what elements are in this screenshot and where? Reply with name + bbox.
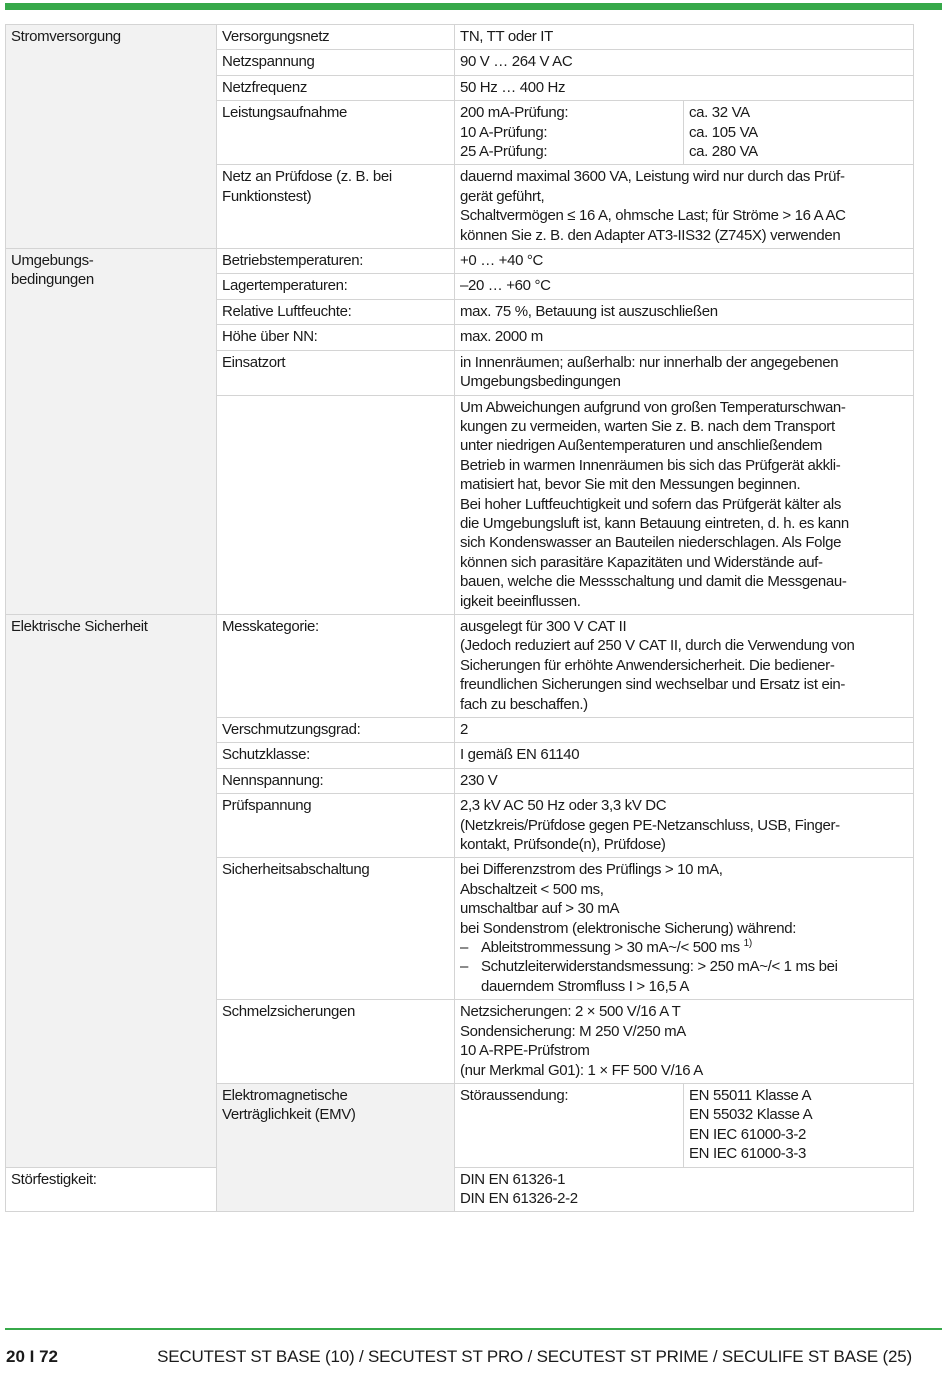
fuses-value: Netzsicherungen: 2 × 500 V/16 A T Sondensicherung: M 250 V/250 mA 10 A-RPE-Prüfstrom (nur Merkmal G01): 1 × FF 500 V/16 A (455, 1000, 914, 1084)
page-number: 20 I 72 (6, 1347, 58, 1366)
footnote-marker: 1) (743, 938, 752, 950)
measurement-category-value: ausgelegt für 300 V CAT II (Jedoch reduziert auf 250 V CAT II, durch die Verwendung von Sicherungen für erhöhte Anwendersicherheit. Die bediener- freundlichen Sicherungen sind wechselbar und Ersatz ist ein- fach zu beschaffen.) (455, 614, 914, 717)
consumption-test: 200 mA-Prüfung: (460, 104, 569, 122)
emission-label: Störaussendung: (455, 1083, 684, 1167)
shutdown-item-text: Ableitstrommessung > 30 mA~/< 500 ms (481, 939, 740, 957)
shutdown-item-text: Schutzleiterwiderstandsmessung: > 250 mA~/< 1 ms bei dauerndem Stromfluss I > 16,5 A (481, 958, 838, 995)
pollution-value: 2 (455, 718, 914, 743)
shutdown-value (455, 858, 914, 1000)
altitude-value: max. 2000 m (455, 325, 914, 350)
consumption-values (684, 101, 914, 165)
pollution-label: Verschmutzungsgrad: (217, 718, 455, 743)
table-row (6, 1167, 914, 1212)
consumption-value: ca. 280 VA (689, 143, 758, 161)
frequency-value: 50 Hz … 400 Hz (455, 75, 914, 100)
socket-label: Netz an Prüfdose (z. B. bei Funktionstest) (217, 165, 455, 249)
spec-table (5, 24, 914, 1212)
location-value: in Innenräumen; außerhalb: nur innerhalb der angegebenen Umgebungsbedingungen (455, 350, 914, 395)
shutdown-text: bei Differenzstrom des Prüflings > 10 mA, Abschaltzeit < 500 ms, umschaltbar auf > 30 mA bei Sondenstrom (elektronische Sicherung) während: (460, 861, 797, 937)
altitude-label: Höhe über NN: (217, 325, 455, 350)
consumption-test: 10 A-Prüfung: (460, 123, 548, 141)
op-temp-label: Betriebstemperaturen: (217, 249, 455, 274)
footer-separator (5, 1328, 942, 1330)
protection-class-label: Schutzklasse: (217, 743, 455, 768)
table-row (6, 614, 914, 717)
storage-temp-label: Lagertemperaturen: (217, 274, 455, 299)
category-emc: Elektromagnetische Verträglichkeit (EMV) (217, 1083, 455, 1211)
shutdown-label: Sicherheitsabschaltung (217, 858, 455, 1000)
location-label: Einsatzort (217, 350, 455, 395)
test-voltage-label: Prüfspannung (217, 794, 455, 858)
op-temp-value: +0 … +40 °C (455, 249, 914, 274)
nominal-voltage-value: 230 V (455, 768, 914, 793)
frequency-label: Netzfrequenz (217, 75, 455, 100)
dash-bullet: – (460, 939, 468, 957)
category-safety: Elektrische Sicherheit (6, 614, 217, 1167)
dash-bullet: – (460, 958, 468, 976)
immunity-label: Störfestigkeit: (6, 1167, 217, 1212)
footer-title: SECUTEST ST BASE (10) / SECUTEST ST PRO / SECUTEST ST PRIME / SECULIFE ST BASE (25) (157, 1347, 912, 1366)
humidity-value: max. 75 %, Betauung ist auszuschließen (455, 299, 914, 324)
consumption-value: ca. 105 VA (689, 123, 758, 141)
consumption-test: 25 A-Prüfung: (460, 143, 548, 161)
shutdown-item (481, 938, 909, 957)
fuses-label: Schmelzsicherungen (217, 1000, 455, 1084)
nominal-voltage-label: Nennspannung: (217, 768, 455, 793)
table-row (6, 25, 914, 50)
storage-temp-value: –20 … +60 °C (455, 274, 914, 299)
environment-note: Um Abweichungen aufgrund von großen Temperaturschwan- kungen zu vermeiden, warten Sie z. B. nach dem Transport unter niedrigen Außentemperaturen und anschließendem Betrieb in warmen Innenräumen bis sich das Prüfgerät akkli- matisiert hat, bevor Sie mit den Messungen beginnen. Bei hoher Luftfeuchtigkeit und sofern das Prüfgerät kälter als die Umgebungsluft ist, kann Betauung eintreten, d. h. es kann sich Kondenswasser an Bauteilen niederschlagen. Als Folge können sich parasitäre Kapazitäten und Widerstände auf- bauen, welche die Messschaltung und damit die Messgenau- igkeit beeinflussen. (455, 395, 914, 614)
table-row (6, 249, 914, 274)
measurement-category-label: Messkategorie: (217, 614, 455, 717)
category-power: Stromversorgung (6, 25, 217, 249)
test-voltage-value: 2,3 kV AC 50 Hz oder 3,3 kV DC (Netzkreis/Prüfdose gegen PE-Netzanschluss, USB, Finger- kontakt, Prüfsonde(n), Prüfdose) (455, 794, 914, 858)
socket-value: dauernd maximal 3600 VA, Leistung wird nur durch das Prüf- gerät geführt, Schaltvermögen ≤ 16 A, ohmsche Last; für Ströme > 16 A AC können Sie z. B. den Adapter AT3-IIS32 (Z745X) verwenden (455, 165, 914, 249)
consumption-label: Leistungsaufnahme (217, 101, 455, 165)
voltage-label: Netzspannung (217, 50, 455, 75)
consumption-value: ca. 32 VA (689, 104, 750, 122)
supply-value: TN, TT oder IT (455, 25, 914, 50)
immunity-value: DIN EN 61326-1 DIN EN 61326-2-2 (455, 1167, 914, 1212)
shutdown-list-item (460, 938, 909, 957)
category-environment: Umgebungs- bedingungen (6, 249, 217, 615)
shutdown-list-item (460, 957, 909, 996)
protection-class-value: I gemäß EN 61140 (455, 743, 914, 768)
top-accent-bar (5, 3, 942, 10)
empty-label-cell (217, 395, 455, 614)
humidity-label: Relative Luftfeuchte: (217, 299, 455, 324)
voltage-value: 90 V … 264 V AC (455, 50, 914, 75)
supply-label: Versorgungsnetz (217, 25, 455, 50)
consumption-tests (455, 101, 684, 165)
emission-value: EN 55011 Klasse A EN 55032 Klasse A EN IEC 61000-3-2 EN IEC 61000-3-3 (684, 1083, 914, 1167)
